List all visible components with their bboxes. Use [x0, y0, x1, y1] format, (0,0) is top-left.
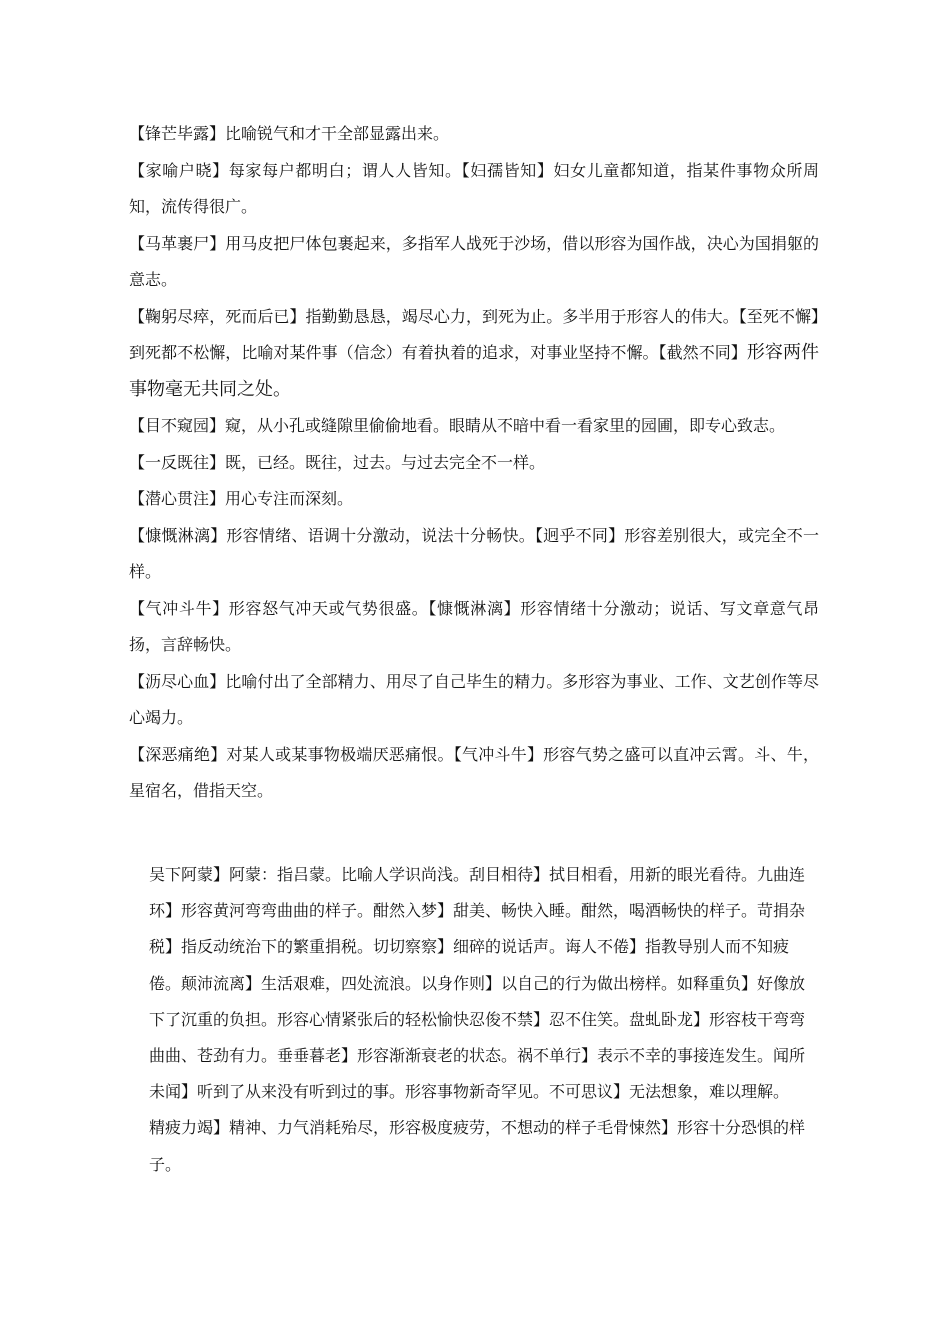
- paragraph-ju-gong-jin-cui: [129, 299, 819, 409]
- paragraph-shen-wu-tong-jue: 【深恶痛绝】对某人或某事物极端厌恶痛恨。【气冲斗牛】形容气势之盛可以直冲云霄。斗、牛，星宿名，借指天空。: [129, 744, 819, 800]
- paragraph-kang-kai-lin-li: 【慷慨淋漓】形容情绪、语调十分激动，说法十分畅快。【迥乎不同】形容差别很大，或完全不一样。: [129, 525, 819, 581]
- paragraph-ju-gong-jin-cui-text: 【鞠躬尽瘁，死而后已】指勤勤恳恳，竭尽心力，到死为止。多半用于形容人的伟大。【至死不懈】到死都不松懈，比喻对某件事（信念）有着执着的追求，对事业坚持不懈。【截然不同】: [129, 306, 819, 362]
- idiom-glossary-section-1: [129, 116, 819, 810]
- idiom-glossary-section-2: [129, 857, 819, 1183]
- paragraph-ma-ge-guo-shi: 【马革裹尸】用马皮把尸体包裹起来，多指军人战死于沙场，借以形容为国作战，决心为国捐躯的意志。: [129, 233, 819, 289]
- paragraph-feng-mang-bi-lu: 【锋芒毕露】比喻锐气和才干全部显露出来。: [129, 124, 450, 143]
- paragraph-li-jin-xin-xue: 【沥尽心血】比喻付出了全部精力、用尽了自己毕生的精力。多形容为事业、工作、文艺创作等尽心竭力。: [129, 671, 819, 727]
- paragraph-jia-yu-hu-xiao: 【家喻户晓】每家每户都明白；谓人人皆知。【妇孺皆知】妇女儿童都知道，指某件事物众所周知，流传得很广。: [129, 160, 819, 216]
- paragraph-yi-fan-ji-wang: 【一反既往】既，已经。既往，过去。与过去完全不一样。: [129, 452, 546, 472]
- paragraph-ju-gong-jin-cui-tail: 形容两件事物毫无共同之处。: [129, 342, 819, 400]
- paragraph-jing-pi-li-jie: 精疲力竭】精神、力气消耗殆尽，形容极度疲劳，不想动的样子毛骨悚然】形容十分恐惧的样子。: [149, 1118, 806, 1174]
- paragraph-qi-chong-dou-niu: 【气冲斗牛】形容怒气冲天或气势很盛。【慷慨淋漓】形容情绪十分激动；说话、写文章意气昂扬，言辞畅快。: [129, 598, 819, 654]
- paragraph-wu-xia-a-meng: 吴下阿蒙】阿蒙：指吕蒙。比喻人学识尚浅。刮目相待】拭目相看，用新的眼光看待。九曲连环】形容黄河弯弯曲曲的样子。酣然入梦】甜美、畅快入睡。酣然，喝酒畅快的样子。苛捐杂税】指反动统治下的繁重捐税。切切察察】细碎的说话声。诲人不倦】指教导别人而不知疲倦。颠沛流离】生活艰难，四处流浪。以身作则】以自己的行为做出榜样。如释重负】好像放下了沉重的负担。形容心情紧张后的轻松愉快忍俊不禁】忍不住笑。盘虬卧龙】形容枝干弯弯曲曲、苍劲有力。垂垂暮老】形容渐渐衰老的状态。祸不单行】表示不幸的事接连发生。闻所未闻】听到了从来没有听到过的事。形容事物新奇罕见。不可思议】无法想象，难以理解。: [149, 865, 806, 1102]
- paragraph-mu-bu-kui-yuan: 【目不窥园】窥，从小孔或缝隙里偷偷地看。眼睛从不暗中看一看家里的园圃，即专心致志。: [129, 416, 786, 435]
- paragraph-qian-xin-guan-zhu: 【潜心贯注】用心专注而深刻。: [129, 489, 354, 508]
